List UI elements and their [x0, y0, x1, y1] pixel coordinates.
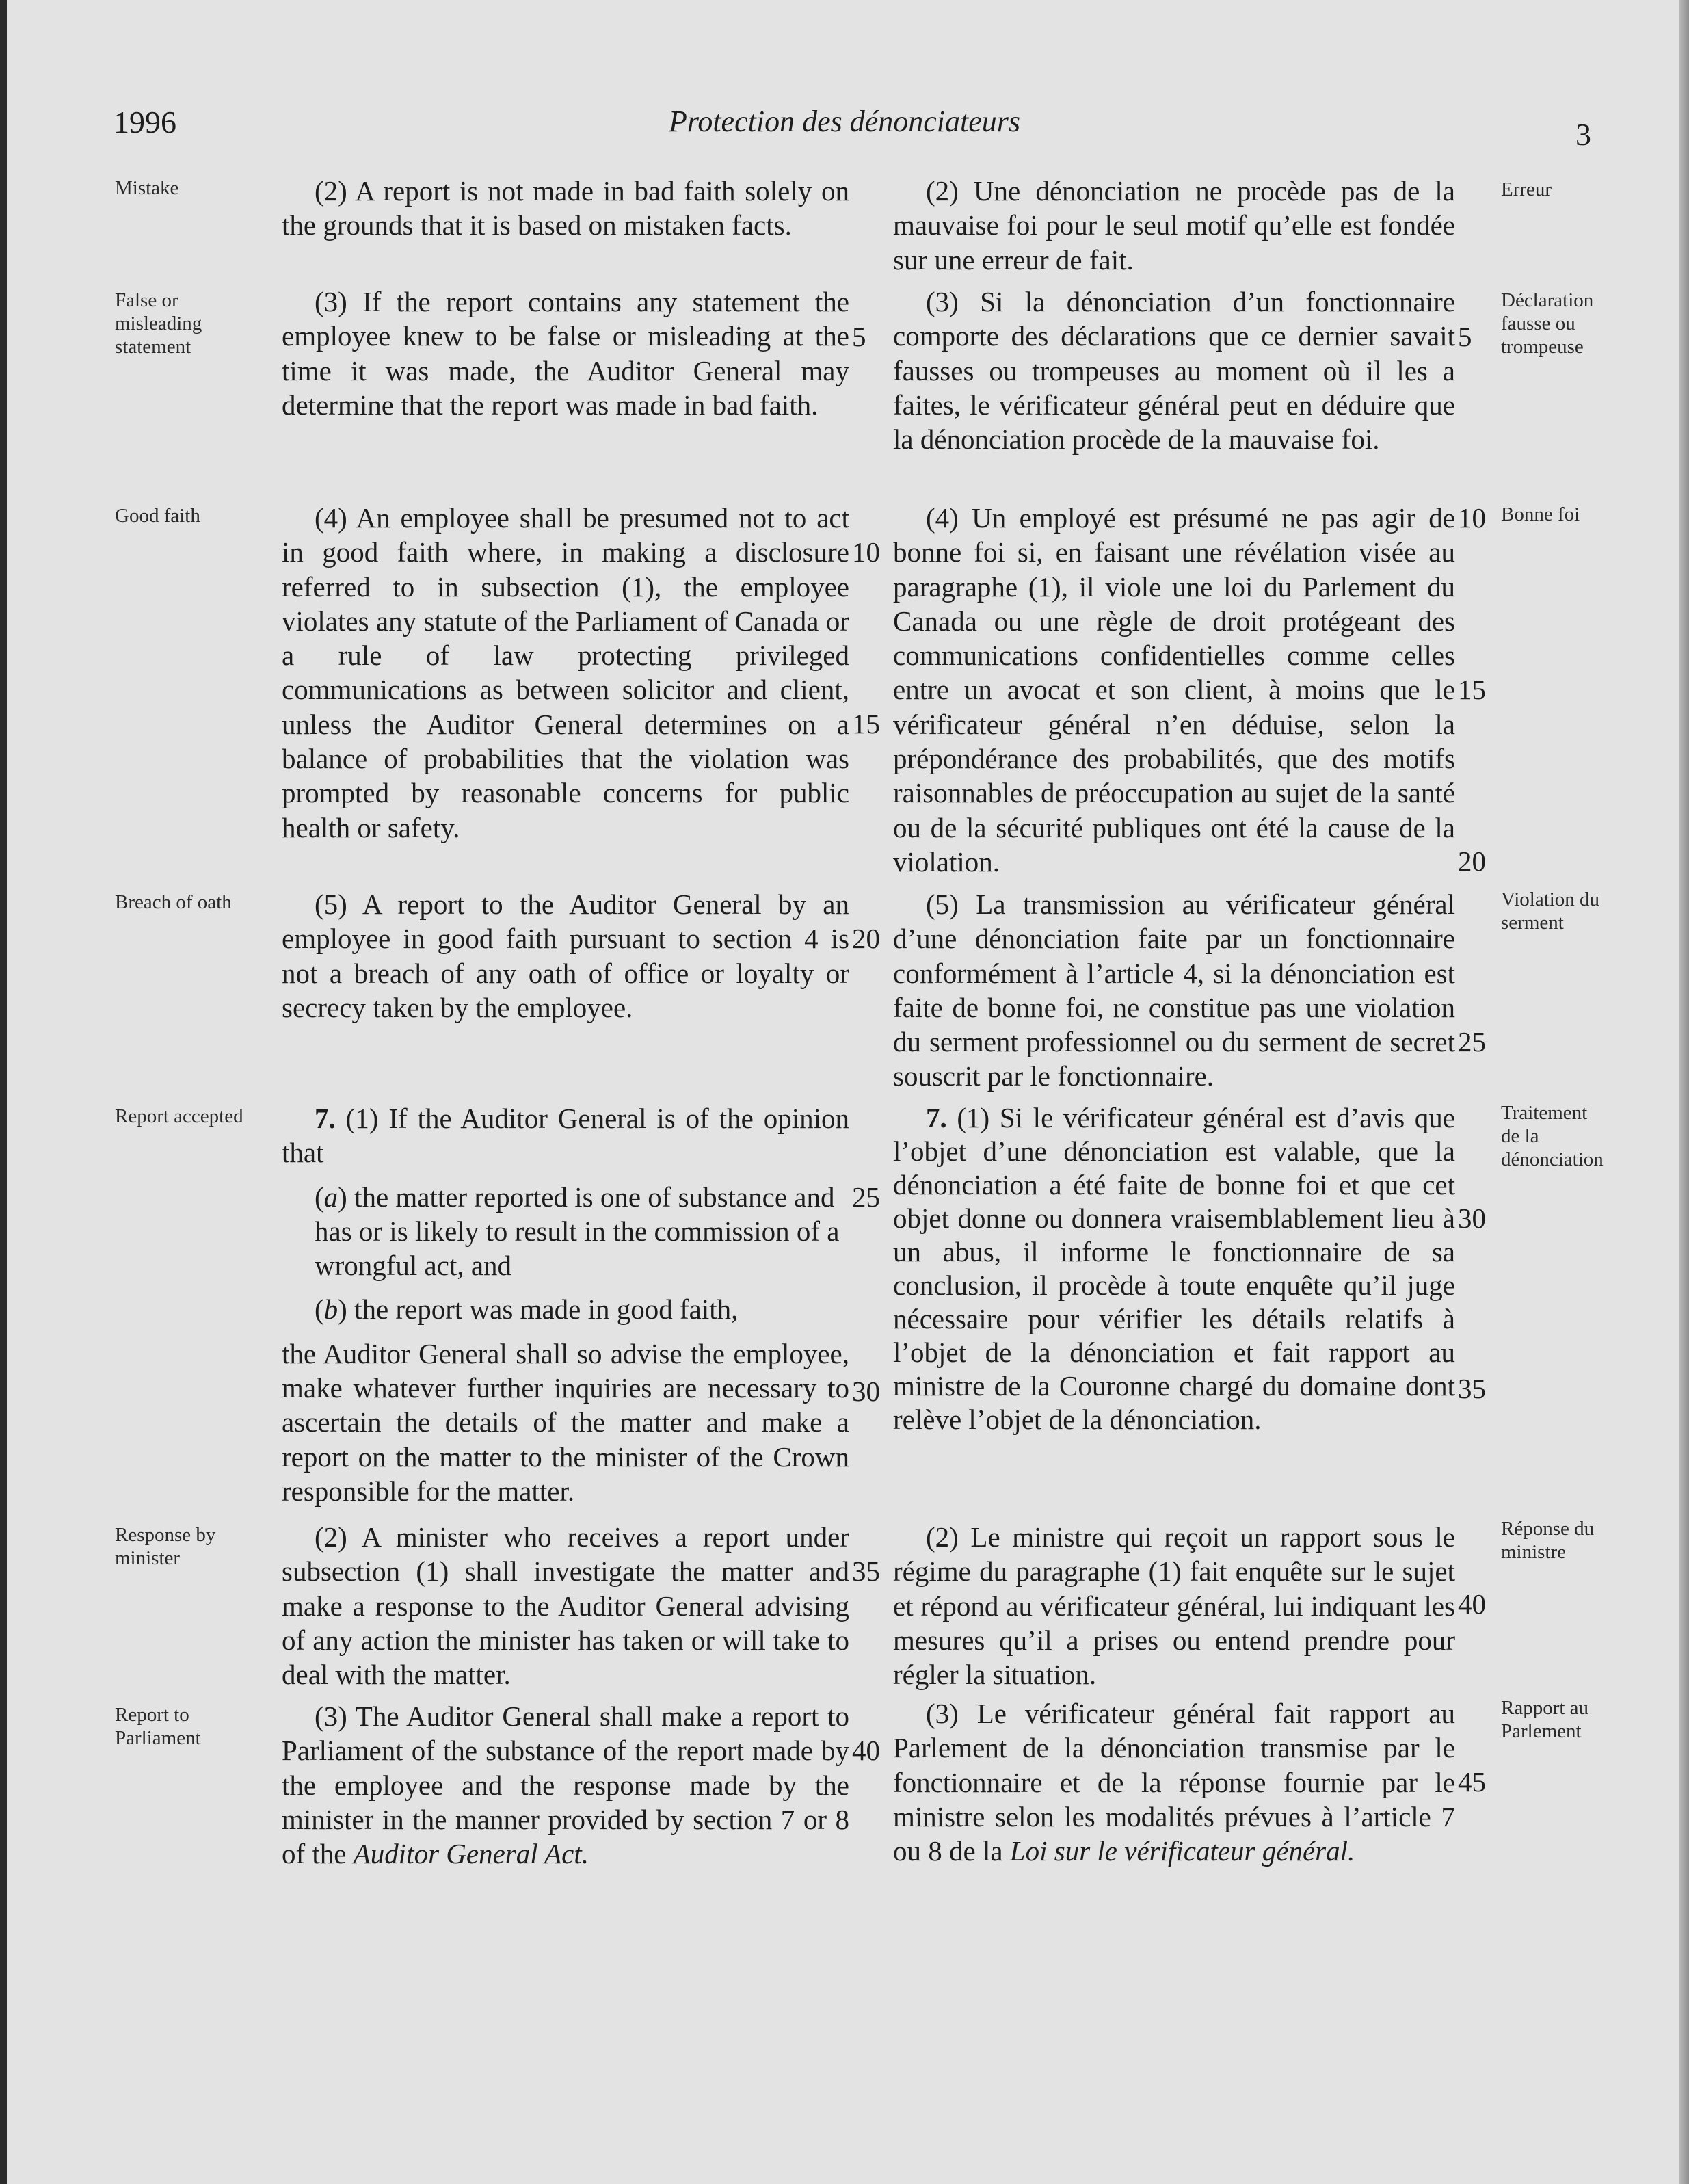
en-text-7-1-cont: the Auditor General shall so advise the employee, make whatever further inquiries are necessary to ascertain the details of the matter and make a report on the matter to the minister of the Crown responsible for the matter.: [282, 1337, 849, 1507]
fr-subsection-6-2: [893, 174, 1455, 277]
fr-text-6-2: (2) Une dénonciation ne procède pas de la mauvaise foi pour le seul motif qu’elle est fondée sur une erreur de fait.: [893, 175, 1455, 276]
line-number-en: 20: [852, 923, 880, 954]
en-text-7-2: (2) A minister who receives a report under subsection (1) shall investigate the matter and make a response to the Auditor General advising of any action the minister has taken or will take to deal with the matter.: [282, 1521, 849, 1691]
en-subsection-6-5: [282, 887, 849, 1025]
en-text-7-1-intro: (1) If the Auditor General is of the opinion that: [282, 1103, 849, 1169]
fr-text-7-1: (1) Si le vérificateur général est d’avis que l’objet d’une dénonciation est valable, que la dénonciation a été faite de bonne foi et que cet objet donne ou donnera vraisemblablement lieu à un abus, il informe le fonctionnaire de sa conclusion, il procède à toute enquête qu’il juge nécessaire pour vérifier les détails relatifs à l’objet de la dénonciation et fait rapport au ministre de la Couronne chargé du domaine dont relève l’objet de la dénonciation.: [893, 1102, 1455, 1435]
fr-text-6-4: (4) Un employé est présumé ne pas agir de bonne foi si, en faisant une révélation visée au paragraphe (1), il viole une loi du Parlement du Canada ou une règle de droit protégeant des communications confidentielles comme celles entre un avocat et son client, à moins que le vérificateur général n’en déduise, selon la prépondérance des probabilités, que des motifs raisonnables de préoccupation au sujet de la santé ou de la sécurité publiques ont été la cause de la violation.: [893, 502, 1455, 878]
en-text-7-3: (3) The Auditor General shall make a report to Parliament of the substance of the report made by the employee and the response made by the minister in the manner provided by section 7 or 8 of the: [282, 1700, 849, 1870]
en-text-6-5: (5) A report to the Auditor General by an employee in good faith pursuant to section 4 is not a breach of any oath of office or loyalty or secrecy taken by the employee.: [282, 889, 849, 1023]
margin-note-breach-of-oath: Breach of oath: [115, 891, 232, 913]
en-subsection-6-4: [282, 501, 849, 845]
line-number-en: 40: [852, 1735, 880, 1766]
fr-subsection-7-3: [893, 1696, 1455, 1868]
fr-text-6-5: (5) La transmission au vérificateur général d’une dénonciation faite par un fonctionnaire conformément à l’article 4, si la dénonciation est faite de bonne foi, ne constitue pas une violation du serment professionnel ou du serment de secret souscrit par le fonctionnaire.: [893, 889, 1455, 1092]
page-number: 3: [1575, 117, 1591, 152]
header-title: Protection des dénonciateurs: [668, 105, 1021, 138]
en-subsection-7-2: [282, 1520, 849, 1692]
en-text-7-1-a: the matter reported is one of substance and has or is likely to result in the commission of a wrongful act, and: [315, 1181, 840, 1282]
en-act-title: Auditor General Act.: [353, 1838, 589, 1870]
line-number-en: 30: [852, 1376, 880, 1407]
fr-subsection-7-2: [893, 1520, 1455, 1692]
line-number-en: 25: [852, 1181, 880, 1213]
en-text-6-4: (4) An employee shall be presumed not to act in good faith where, in making a disclosure referred to in subsection (1), the employee violates any statute of the Parliament of Canada or a rule of law protecting privileged communications as between solicitor and client, unless the Auditor General determines on a balance of probabilities that the violation was prompted by reasonable concerns for public health or safety.: [282, 502, 849, 843]
fr-section-7-1: [893, 1101, 1455, 1436]
fr-text-7-2: (2) Le ministre qui reçoit un rapport sous le régime du paragraphe (1) fait enquête sur le sujet et répond au vérificateur général, lui indiquant les mesures qu’il a prises ou entend prendre pour régler la situation.: [893, 1521, 1455, 1691]
en-text-6-3: (3) If the report contains any statement the employee knew to be false or misleading at the time it was made, the Auditor General may determine that the report was made in bad faith.: [282, 286, 849, 421]
margin-note-report-to-parliament: Report to Parliament: [115, 1704, 201, 1749]
fr-act-title: Loi sur le vérificateur général.: [1009, 1835, 1355, 1867]
margin-note-violation: Violation du serment: [1501, 889, 1600, 934]
margin-note-reponse: Réponse du ministre: [1501, 1518, 1595, 1563]
margin-note-false-statement: False or misleading statement: [115, 289, 202, 358]
en-subsection-6-2: [282, 174, 849, 243]
line-number-fr: 5: [1458, 321, 1472, 352]
scan-edge-left: [0, 0, 7, 2184]
en-para-a-label: a: [323, 1181, 338, 1213]
line-number-en: 5: [852, 321, 866, 352]
en-para-b-label: b: [323, 1293, 338, 1326]
en-subsection-6-3: [282, 285, 849, 422]
line-number-en: 10: [852, 536, 880, 568]
margin-note-good-faith: Good faith: [115, 505, 200, 527]
line-number-fr: 45: [1458, 1766, 1486, 1798]
fr-text-7-3: (3) Le vérificateur général fait rapport au Parlement de la dénonciation transmise par le fonctionnaire et de la réponse fournie par le ministre selon les modalités prévues à l’article 7 ou 8 de la: [893, 1698, 1455, 1867]
margin-note-rapport: Rapport au Parlement: [1501, 1697, 1589, 1742]
header-year: 1996: [114, 105, 176, 140]
line-number-fr: 35: [1458, 1373, 1486, 1404]
margin-note-bonne-foi: Bonne foi: [1501, 503, 1580, 525]
margin-note-traitement: Traitement de la dénonciation: [1501, 1102, 1604, 1170]
margin-note-response-by-minister: Response by minister: [115, 1524, 216, 1569]
line-number-en: 35: [852, 1555, 880, 1587]
fr-subsection-6-4: [893, 501, 1455, 879]
en-section-number: 7.: [315, 1103, 336, 1134]
margin-note-erreur: Erreur: [1501, 179, 1552, 200]
line-number-fr: 20: [1458, 845, 1486, 877]
line-number-en: 15: [852, 708, 880, 739]
line-number-fr: 15: [1458, 674, 1486, 705]
fr-subsection-6-5: [893, 887, 1455, 1094]
en-section-7-1: 7. (1) If the Auditor General is of the opinion that (a) the matter reported is one of substance and has or is likely to result in the commission of a wrongful act, and (b) the report was made in good faith, the Auditor General shall so advise the employee, make whatever further inquiries are necessary to ascertain the details of the matter and make a report on the matter to the minister of the Crown responsible for the matter.: [282, 1101, 849, 1508]
line-number-fr: 25: [1458, 1026, 1486, 1057]
en-subsection-7-3: [282, 1699, 849, 1871]
en-text-7-1-b: the report was made in good faith,: [347, 1293, 739, 1326]
scan-edge-right: [1679, 0, 1689, 2184]
fr-subsection-6-3: [893, 285, 1455, 456]
fr-text-6-3: (3) Si la dénonciation d’un fonctionnaire comporte des déclarations que ce dernier savait fausses ou trompeuses au moment où il les a faites, le vérificateur général peut en déduire que la dénonciation procède de la mauvaise foi.: [893, 286, 1455, 456]
line-number-fr: 30: [1458, 1202, 1486, 1234]
en-text-6-2: (2) A report is not made in bad faith solely on the grounds that it is based on mistaken facts.: [282, 175, 849, 241]
line-number-fr: 40: [1458, 1588, 1486, 1620]
fr-section-number: 7.: [926, 1102, 947, 1133]
margin-note-report-accepted: Report accepted: [115, 1105, 243, 1127]
line-number-fr: 10: [1458, 502, 1486, 534]
margin-note-mistake: Mistake: [115, 177, 179, 199]
margin-note-declaration: Déclaration fausse ou trompeuse: [1501, 289, 1594, 358]
